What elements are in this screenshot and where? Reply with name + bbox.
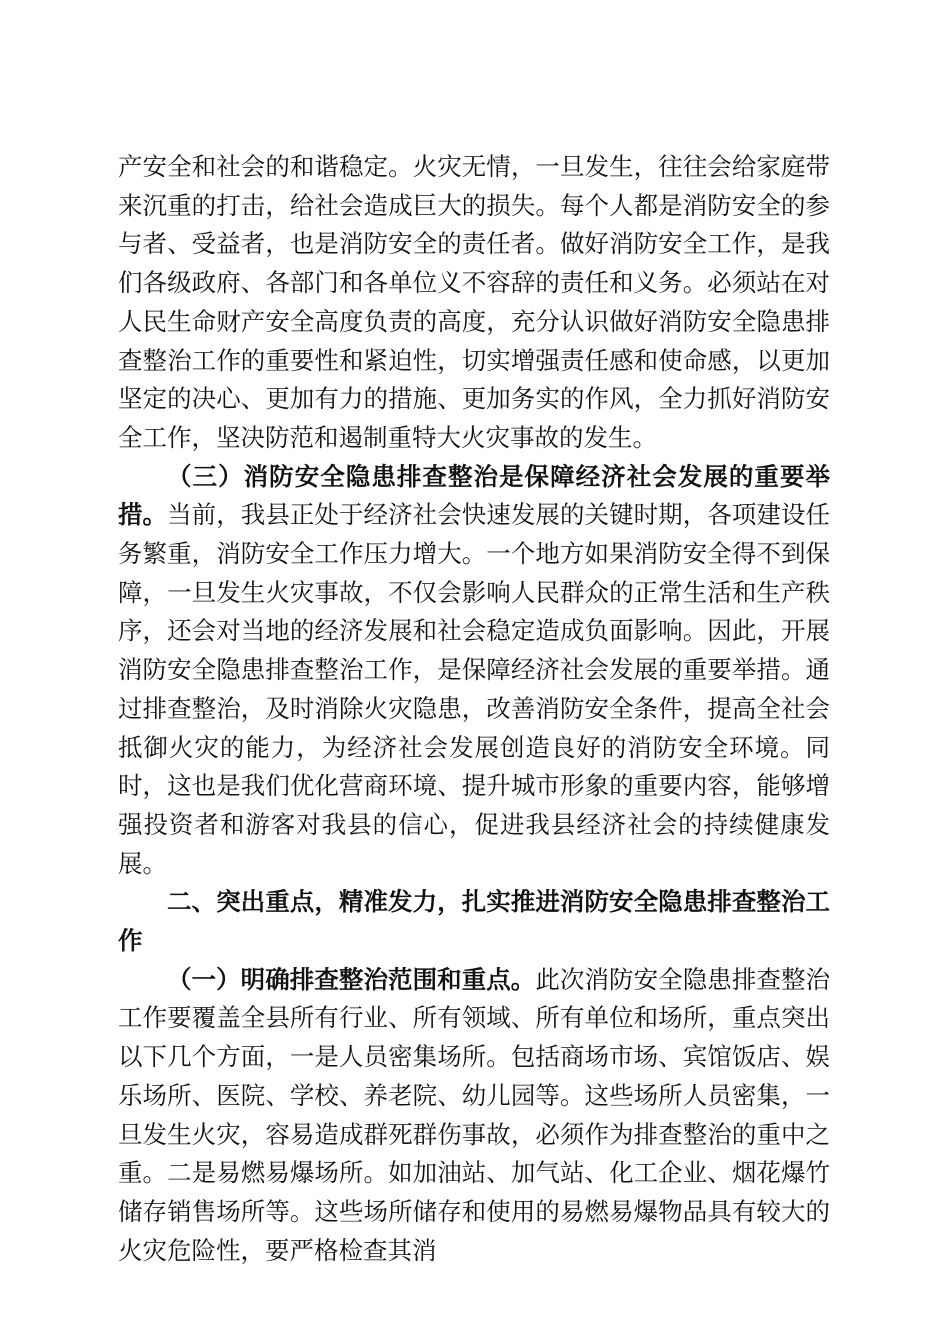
body-paragraph-2 <box>118 458 830 884</box>
subheading-1: （一）明确排查整治范围和重点。 <box>167 964 536 994</box>
paragraph-3-body: 此次消防安全隐患排查整治工作要覆盖全县所有行业、所有领域、所有单位和场所，重点突出以下几个方面，一是人员密集场所。包括商场市场、宾馆饭店、娱乐场所、医院、学校、养老院、幼儿园等。这些场所人员密集，一旦发生火灾，容易造成群死群伤事故，必须作为排查整治的重中之重。二是易燃易爆场所。如加油站、加气站、化工企业、烟花爆竹储存销售场所等。这些场所储存和使用的易燃易爆物品具有较大的火灾危险性，要严格检查其消 <box>118 964 831 1265</box>
body-paragraph-1: 产安全和社会的和谐稳定。火灾无情，一旦发生，往往会给家庭带来沉重的打击，给社会造成巨大的损失。每个人都是消防安全的参与者、受益者，也是消防安全的责任者。做好消防安全工作，是我们各级政府、各部门和各单位义不容辞的责任和义务。必须站在对人民生命财产安全高度负责的高度，充分认识做好消防安全隐患排查整治工作的重要性和紧迫性，切实增强责任感和使命感，以更加坚定的决心、更加有力的措施、更加务实的作风，全力抓好消防安全工作，坚决防范和遏制重特大火灾事故的发生。 <box>118 152 830 452</box>
section-heading-2: 二、突出重点，精准发力，扎实推进消防安全隐患排查整治工作 <box>118 887 830 956</box>
paragraph-2-body: 当前，我县正处于经济社会快速发展的关键时期，各项建设任务繁重，消防安全工作压力增大。一个地方如果消防安全得不到保障，一旦发生火灾事故，不仅会影响人民群众的正常生活和生产秩序，还会对当地的经济发展和社会稳定造成负面影响。因此，开展消防安全隐患排查整治工作，是保障经济社会发展的重要举措。通过排查整治，及时消除火灾隐患，改善消防安全条件，提高全社会抵御火灾的能力，为经济社会发展创造良好的消防安全环境。同时，这也是我们优化营商环境、提升城市形象的重要内容，能够增强投资者和游客对我县的信心，促进我县经济社会的持续健康发展。 <box>118 500 830 878</box>
subheading-3: （三）消防安全隐患排查整治是保障经济社会发展的重要举措。 <box>118 461 830 530</box>
document-page <box>118 148 830 1270</box>
body-paragraph-3 <box>118 961 830 1271</box>
